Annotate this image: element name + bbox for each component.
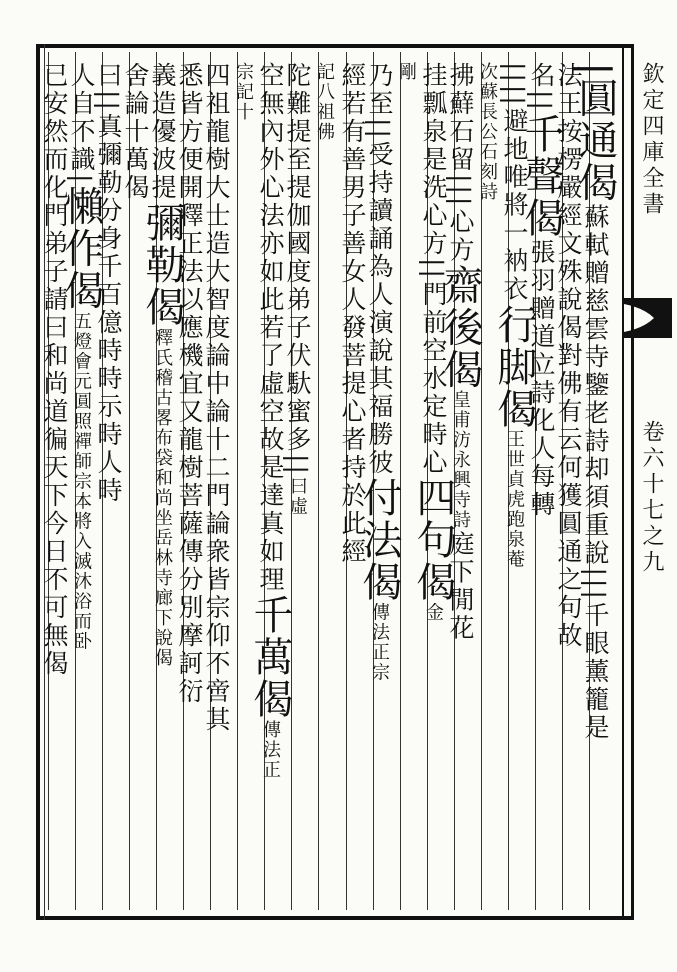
entry-heading: 千萬偈 [247, 594, 293, 720]
column-text: 曰||真彌勒分身千百億時時示時人時 [94, 62, 123, 505]
column-text: 却須重說|||千眼薰籠是 [581, 455, 610, 742]
column-text: 法王按楞嚴經文殊說偈對佛有云何獲圓通之句故 [554, 62, 583, 650]
text-column [58, 62, 104, 652]
column-text: 舍論十萬偈 [121, 62, 150, 202]
text-column [40, 62, 73, 678]
column-text: 門弟子請曰和尚道徧天下今日不可無偈 [40, 202, 69, 678]
margin-book-title: 欽定四庫全書 [639, 62, 664, 218]
column-text: 名|| [527, 62, 556, 113]
column-text: 王世貞虎跑泉菴 [504, 429, 525, 570]
margin-rule [622, 44, 624, 920]
column-text: 皇甫汸永興寺詩 [450, 390, 471, 531]
text-column [477, 62, 506, 202]
column-text: 經若有善男子善女人發菩提心者持於此經 [338, 62, 367, 566]
text-column [396, 62, 425, 82]
text-column [338, 62, 371, 566]
text-column [491, 62, 537, 570]
column-text: 悉皆方便開釋正法以應機宜又龍樹菩薩傳分別摩訶衍 [175, 62, 204, 706]
column-text: 挂瓢泉是洗心方 [419, 62, 448, 258]
entry-heading: 千聲偈 [518, 112, 564, 239]
margin-rule-outer [631, 44, 634, 920]
text-column [175, 62, 208, 706]
column-text: 傳法正 [260, 720, 281, 780]
entry-heading: |圓通偈 [572, 62, 618, 204]
text-column [518, 62, 564, 519]
entry-heading: 付法偈 [356, 476, 402, 603]
column-text: 五燈會元圓照禪師宗本將入滅沐浴而卧 [71, 311, 92, 652]
entry-heading: 彌勒偈 [139, 202, 185, 328]
column-text: 空無內外心法亦如此若了虛空故是達真如理 [256, 62, 285, 594]
column-text: 剛 [396, 62, 417, 82]
column-text: 張羽贈道立詩化人每轉 [527, 238, 556, 519]
text-column [94, 62, 127, 505]
column-text: 已安然而化 [40, 62, 69, 202]
entry-heading: 四句偈 [410, 476, 456, 603]
column-text: 乃至||受持讀誦為人演說其福勝彼 [365, 62, 394, 477]
text-column [247, 62, 293, 780]
text-column [139, 62, 185, 668]
text-column [283, 62, 316, 517]
entry-heading: 懶作偈 [58, 185, 104, 312]
column-text: 次蘇長公石刻詩 [477, 62, 498, 202]
text-column [233, 62, 262, 122]
column-text: 釋氏稽古畧布袋和尚坐岳林寺廊下說偈 [152, 328, 173, 668]
column-text: 傳法正宗 [369, 602, 390, 683]
text-column [121, 62, 154, 202]
column-text: 陀難提至提伽國度弟子伏馱蜜多|| [283, 62, 312, 477]
margin-volume-label: 卷六十七之九 [639, 420, 664, 576]
text-column [554, 62, 587, 650]
column-text: 曰虛 [287, 476, 308, 517]
column-separator [318, 52, 319, 910]
column-separator [237, 52, 238, 910]
column-text: 義造優波提 [148, 62, 177, 202]
column-text: 記八祖佛 [314, 62, 335, 142]
column-text: 蘇軾贈慈雲寺鑒老詩 [581, 203, 610, 456]
column-text: 人自不識| [67, 62, 96, 186]
frame-bottom-rule [36, 916, 631, 920]
text-column [437, 62, 483, 643]
text-column [202, 62, 235, 734]
frame-top-rule [36, 44, 631, 48]
column-text: 四祖龍樹大士造大智度論中論十二門論衆皆宗仰不啻其 [202, 62, 231, 734]
column-text: 金 [423, 602, 444, 623]
text-column [410, 62, 456, 623]
text-column [314, 62, 343, 142]
entry-heading: 行脚偈 [491, 303, 537, 430]
column-text: ||||避地唯將一衲衣 [500, 62, 529, 304]
column-text: 拂蘚石留|||心方 [446, 62, 475, 265]
fishtail-mark-icon [624, 298, 672, 338]
column-text: ||門前空水定時心 [419, 258, 448, 477]
text-column [356, 62, 402, 683]
text-column [572, 62, 618, 742]
column-text: 宗記十 [233, 62, 254, 122]
column-text: 庭下閒花 [446, 530, 475, 643]
entry-heading: 齋後偈 [437, 264, 483, 391]
